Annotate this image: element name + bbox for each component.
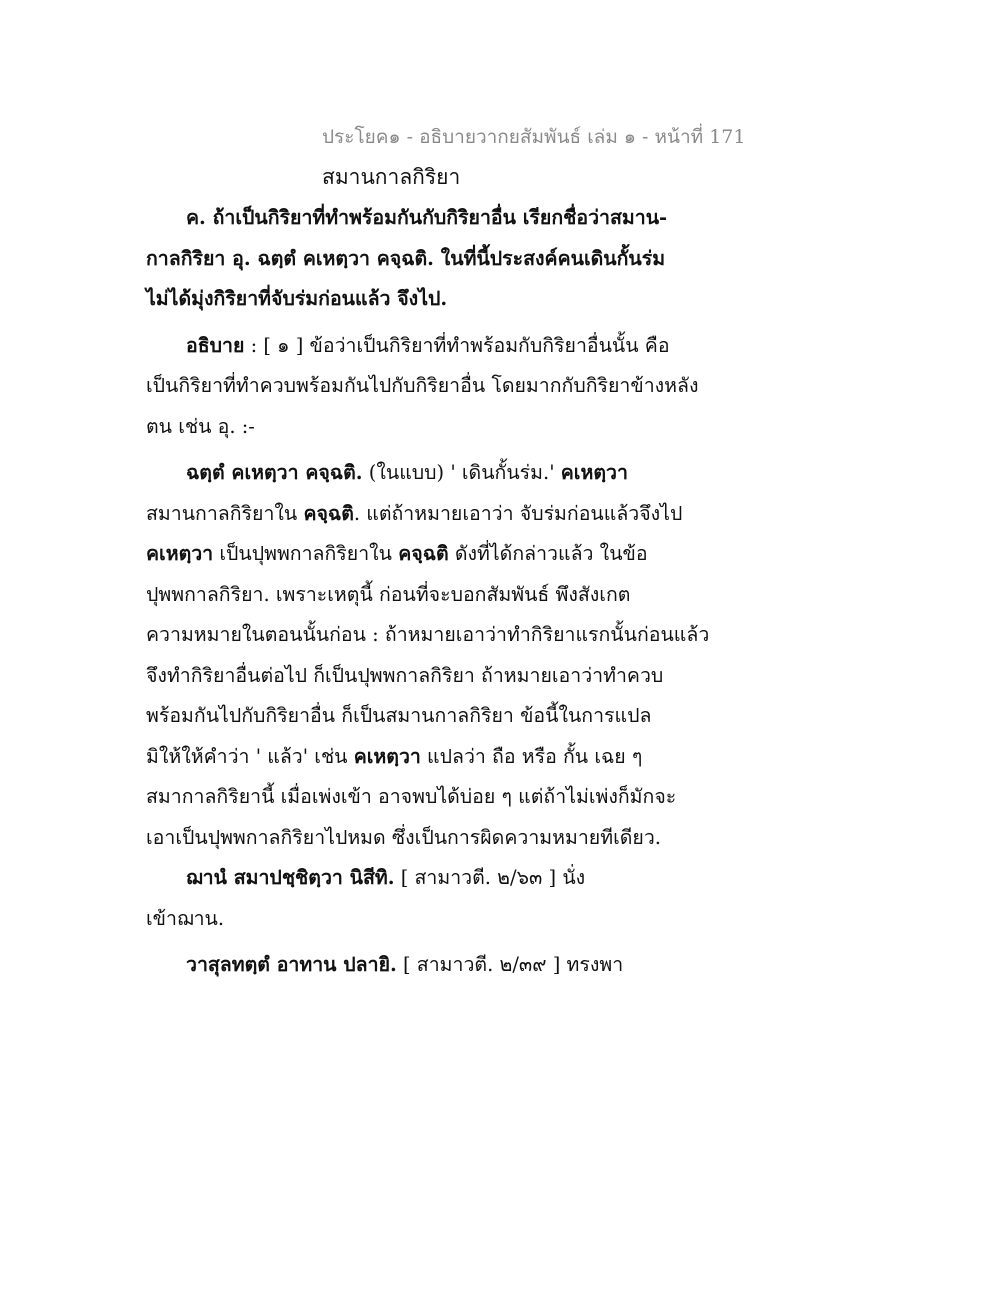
- rule-line-1: [146, 198, 706, 239]
- pali-example: วาสุลทตฺตํ อาทาน ปลายิ.: [186, 953, 397, 976]
- example-gloss: (ในแบบ) ' เดินกั้นร่ม.': [362, 461, 561, 484]
- example-text: เป็นปุพพกาลกิริยาใน: [213, 542, 399, 565]
- explanation-text: ตน เช่น อุ. :-: [146, 414, 255, 438]
- explanation-line-3: [146, 407, 706, 448]
- example-text: ปุพพกาลกิริยา. เพราะเหตุนี้ ก่อนที่จะบอกสัมพันธ์ พึงสังเกต: [146, 582, 631, 606]
- example1-line-2: [146, 494, 706, 535]
- example1-line-6: [146, 656, 706, 697]
- pali-word: คเหตฺวา: [146, 542, 214, 565]
- rule-text: ไม่ได้มุ่งกิริยาที่จับร่มก่อนแล้ว จึงไป.: [146, 287, 448, 310]
- example-text: จึงทำกิริยาอื่นต่อไป ก็เป็นปุพพกาลกิริยา ถ้าหมายเอาว่าทำควบ: [146, 663, 664, 687]
- pali-word: คจฺฉติ: [398, 542, 449, 565]
- rule-line-2: [146, 239, 706, 280]
- example1-line-3: [146, 534, 706, 575]
- example-text: สมากาลกิริยานี้ เมื่อเพ่งเข้า อาจพบได้บ่อย ๆ แต่ถ้าไม่เพ่งก็มักจะ: [146, 785, 677, 808]
- pali-example: ฌานํ สมาปชฺชิตฺวา นิสีทิ.: [186, 866, 395, 889]
- pali-word: คเหตฺวา: [353, 744, 421, 768]
- explanation-text: เป็นกิริยาที่ทำควบพร้อมกันไปกับกิริยาอื่น โดยมากกับกิริยาข้างหลัง: [146, 374, 699, 397]
- example-text: เข้าฌาน.: [146, 906, 225, 930]
- example1-line-9: [146, 777, 706, 818]
- example1-line-7: [146, 696, 706, 737]
- explanation-line-1: [146, 326, 706, 367]
- pali-example: ฉตฺตํ คเหตฺวา คจฺฉติ.: [186, 461, 363, 484]
- example1-line-5: [146, 615, 710, 656]
- pali-word: คจฺฉติ: [303, 501, 354, 525]
- section-title: สมานกาลกิริยา: [322, 165, 461, 189]
- example-text: . แต่ถ้าหมายเอาว่า จับร่มก่อนแล้วจึงไป: [353, 501, 683, 525]
- body-text: [146, 198, 710, 986]
- example1-line-8: [146, 737, 706, 778]
- example-text: ความหมายในตอนนั้นก่อน : ถ้าหมายเอาว่าทำกิริยาแรกนั้นก่อนแล้ว: [146, 623, 710, 646]
- example-text: สมานกาลกิริยาใน: [146, 501, 304, 525]
- example-text: แปลว่า ถือ หรือ กั้น เฉย ๆ: [420, 744, 643, 768]
- example3-line-1: [146, 945, 706, 986]
- rule-line-3: [146, 279, 706, 320]
- example2-line-1: [146, 858, 706, 899]
- example1-line-10: [146, 818, 706, 859]
- source-reference: [ สามาวตี. ๒/๓๙ ] ทรงพา: [396, 953, 624, 976]
- example1-line-1: [146, 453, 706, 494]
- pali-word: คเหตฺวา: [560, 461, 628, 484]
- explanation-label: อธิบาย: [186, 333, 245, 357]
- example-text: เอาเป็นปุพพกาลกิริยาไปหมด ซึ่งเป็นการผิดความหมายทีเดียว.: [146, 825, 661, 849]
- rule-text: กาลกิริยา อุ. ฉตฺตํ คเหตฺวา คจฺฉติ. ในที่นี้ประสงค์คนเดินกั้นร่ม: [146, 246, 666, 270]
- example-text: พร้อมกันไปกับกิริยาอื่น ก็เป็นสมานกาลกิริยา ข้อนี้ในการแปล: [146, 704, 652, 727]
- example-text: มิให้ให้คำว่า ' แล้ว' เช่น: [146, 744, 354, 768]
- example2-line-2: [146, 899, 706, 940]
- explanation-line-2: [146, 366, 706, 407]
- explanation-text: : [ ๑ ] ข้อว่าเป็นกิริยาที่ทำพร้อมกับกิริยาอื่นนั้น คือ: [244, 333, 670, 357]
- source-reference: [ สามาวตี. ๒/๖๓ ] นั่ง: [394, 866, 586, 889]
- running-head: ประโยค๑ - อธิบายวากยสัมพันธ์ เล่ม ๑ - หน้าที่ 171: [322, 126, 746, 148]
- rule-text: ค. ถ้าเป็นกิริยาที่ทำพร้อมกันกับกิริยาอื่น เรียกชื่อว่าสมาน-: [186, 206, 668, 229]
- example1-line-4: [146, 575, 706, 616]
- example-text: ดังที่ได้กล่าวแล้ว ในข้อ: [448, 542, 648, 565]
